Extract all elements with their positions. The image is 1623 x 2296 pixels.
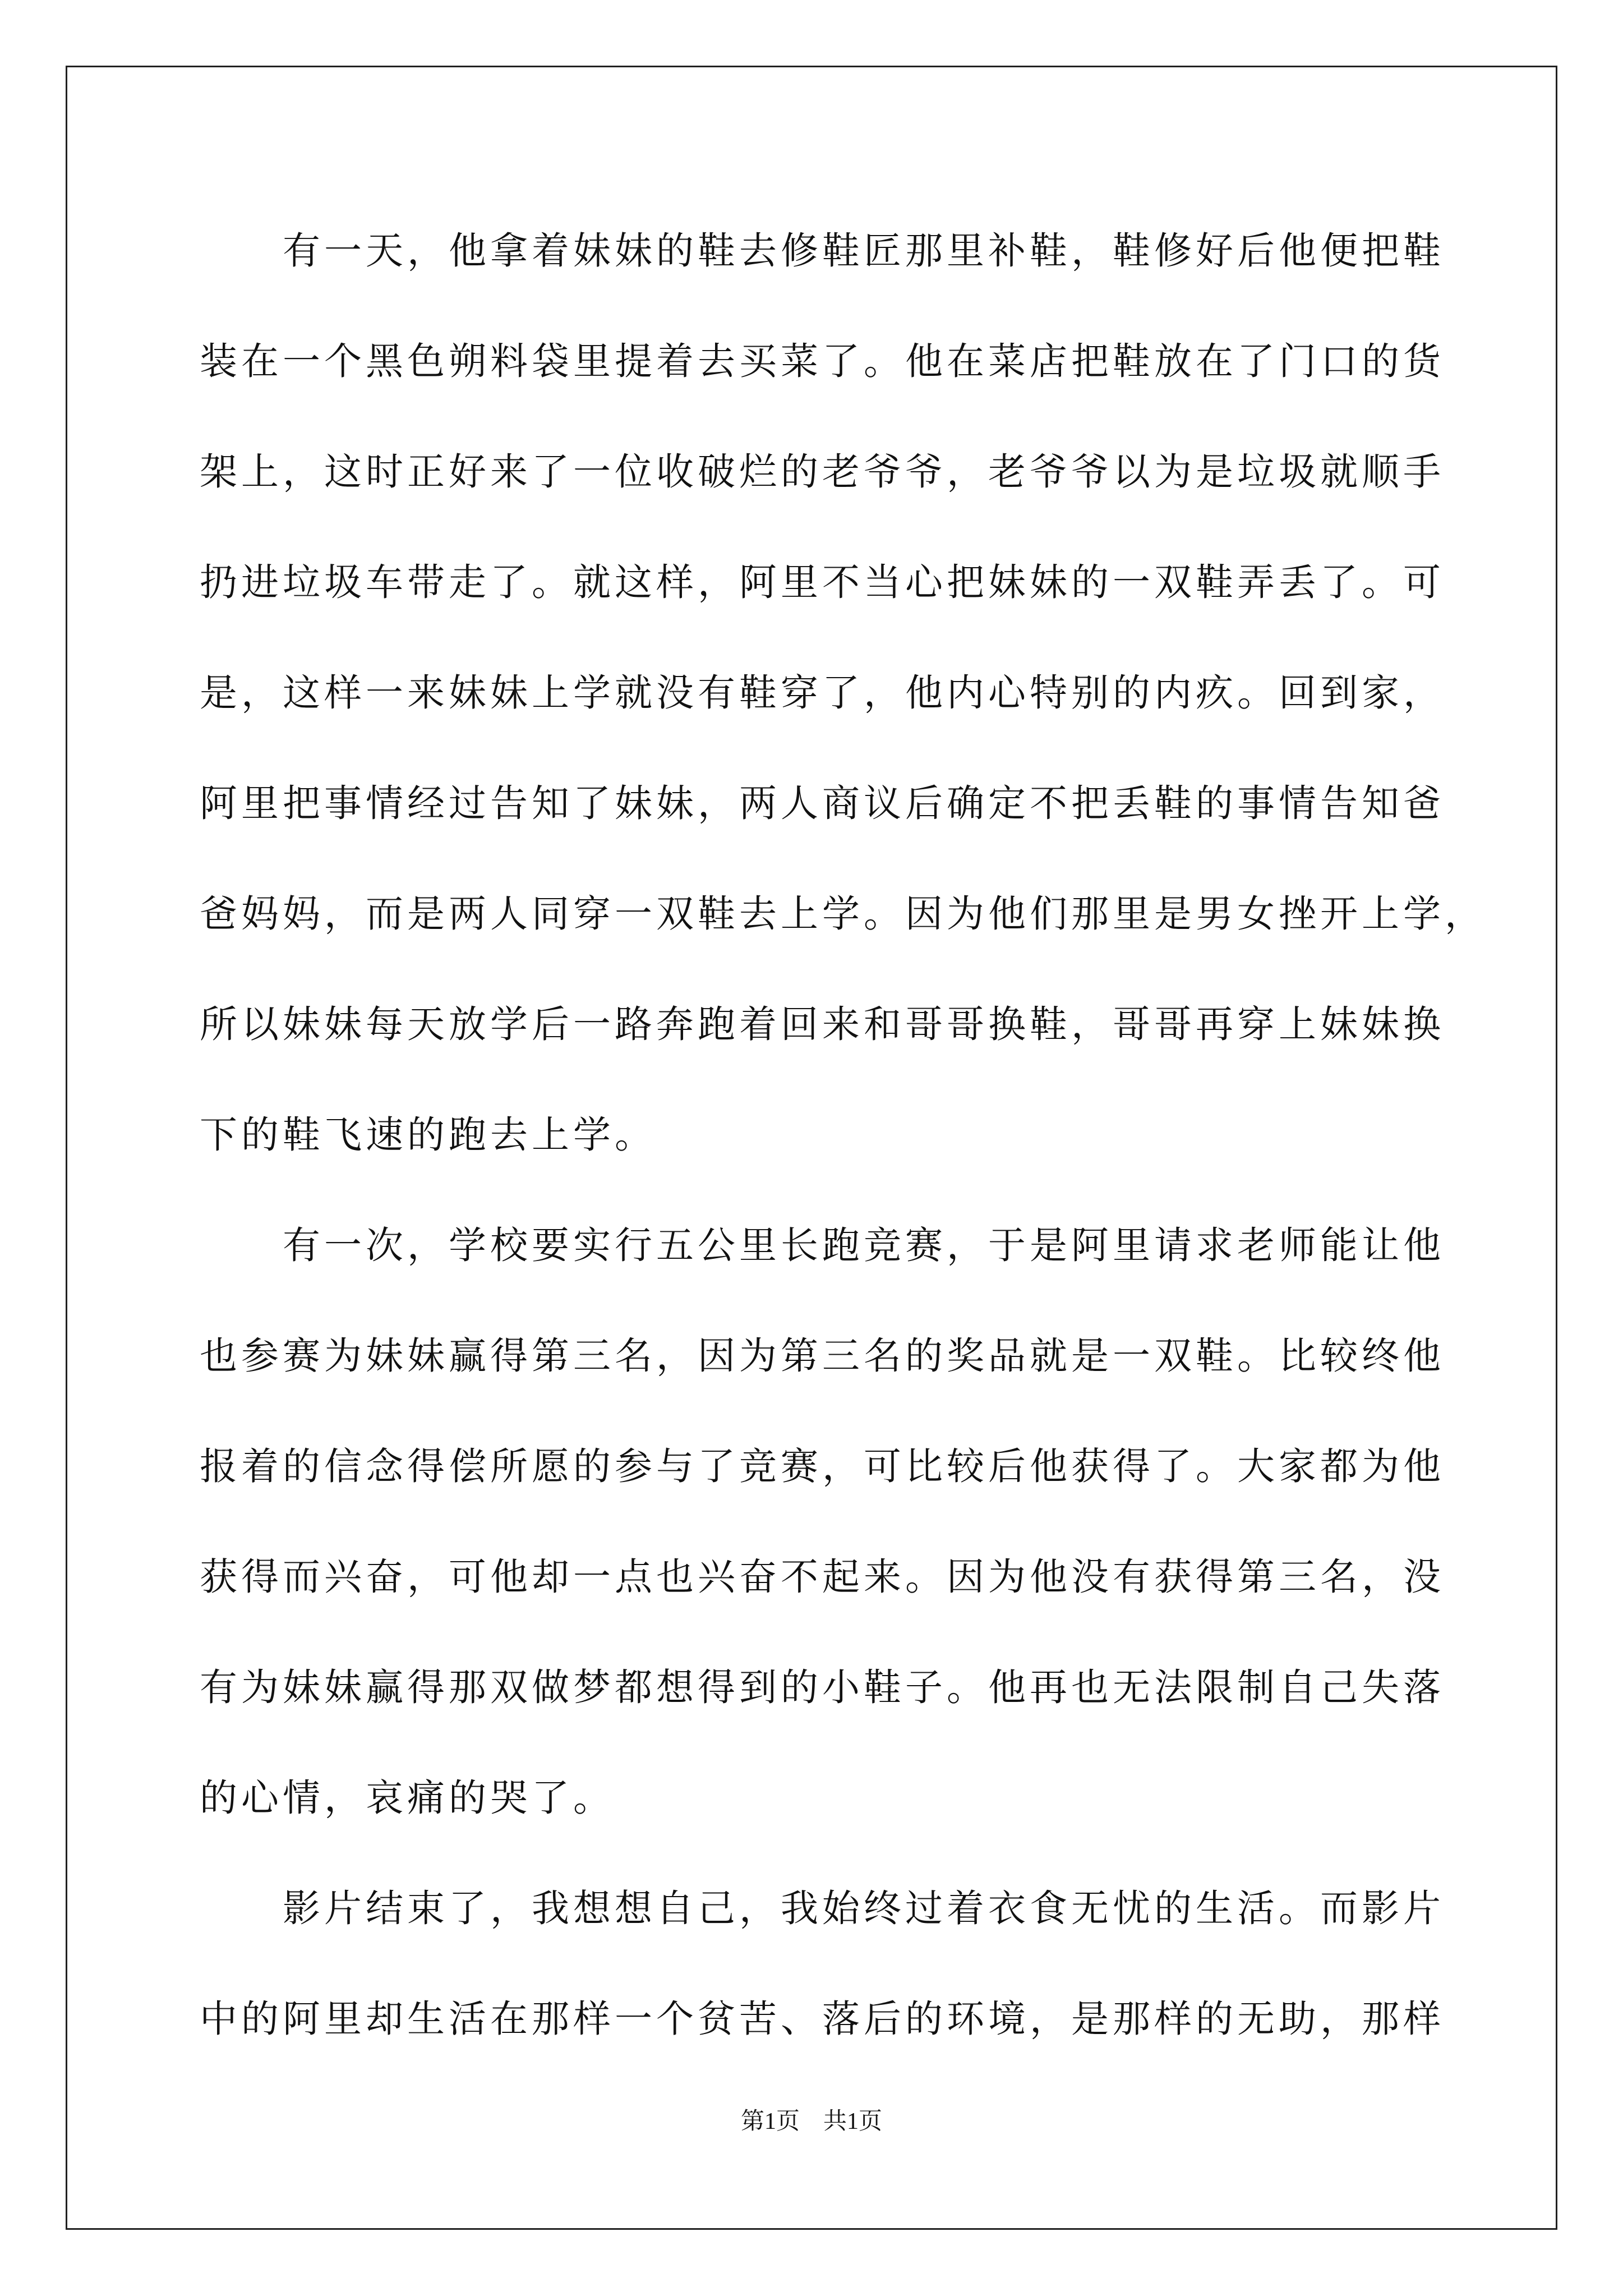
text-line: 报着的信念得偿所愿的参与了竞赛，可比较后他获得了。大家都为他 bbox=[200, 1444, 1445, 1488]
body-text bbox=[200, 209, 1486, 2087]
text-line: 影片结束了，我想想自己，我始终过着衣食无忧的生活。而影片 bbox=[200, 1887, 1445, 1930]
text-line: 也参赛为妹妹赢得第三名，因为第三名的奖品就是一双鞋。比较终他 bbox=[200, 1334, 1445, 1378]
text-line: 扔进垃圾车带走了。就这样，阿里不当心把妹妹的一双鞋弄丢了。可 bbox=[200, 560, 1445, 604]
text-line: 架上，这时正好来了一位收破烂的老爷爷，老爷爷以为是垃圾就顺手 bbox=[200, 450, 1445, 494]
text-line: 爸妈妈，而是两人同穿一双鞋去上学。因为他们那里是男女挫开上学， bbox=[200, 892, 1486, 936]
text-line: 有一天，他拿着妹妹的鞋去修鞋匠那里补鞋，鞋修好后他便把鞋 bbox=[200, 229, 1445, 273]
text-line: 有一次，学校要实行五公里长跑竞赛，于是阿里请求老师能让他 bbox=[200, 1223, 1445, 1267]
text-line: 的心情，哀痛的哭了。 bbox=[200, 1776, 615, 1820]
text-line: 获得而兴奋，可他却一点也兴奋不起来。因为他没有获得第三名，没 bbox=[200, 1555, 1445, 1599]
text-line: 是，这样一来妹妹上学就没有鞋穿了，他内心特别的内疚。回到家， bbox=[200, 671, 1445, 715]
text-line: 装在一个黑色朔料袋里提着去买菜了。他在菜店把鞋放在了门口的货 bbox=[200, 339, 1445, 383]
text-line: 有为妹妹赢得那双做梦都想得到的小鞋子。他再也无法限制自己失落 bbox=[200, 1665, 1445, 1709]
text-line: 下的鞋飞速的跑去上学。 bbox=[200, 1113, 656, 1157]
text-line: 中的阿里却生活在那样一个贫苦、落后的环境，是那样的无助，那样 bbox=[200, 1997, 1445, 2041]
page-footer: 第1页 共1页 bbox=[740, 2109, 882, 2134]
text-line: 阿里把事情经过告知了妹妹，两人商议后确定不把丢鞋的事情告知爸 bbox=[200, 781, 1445, 825]
text-line: 所以妹妹每天放学后一路奔跑着回来和哥哥换鞋，哥哥再穿上妹妹换 bbox=[200, 1002, 1445, 1046]
